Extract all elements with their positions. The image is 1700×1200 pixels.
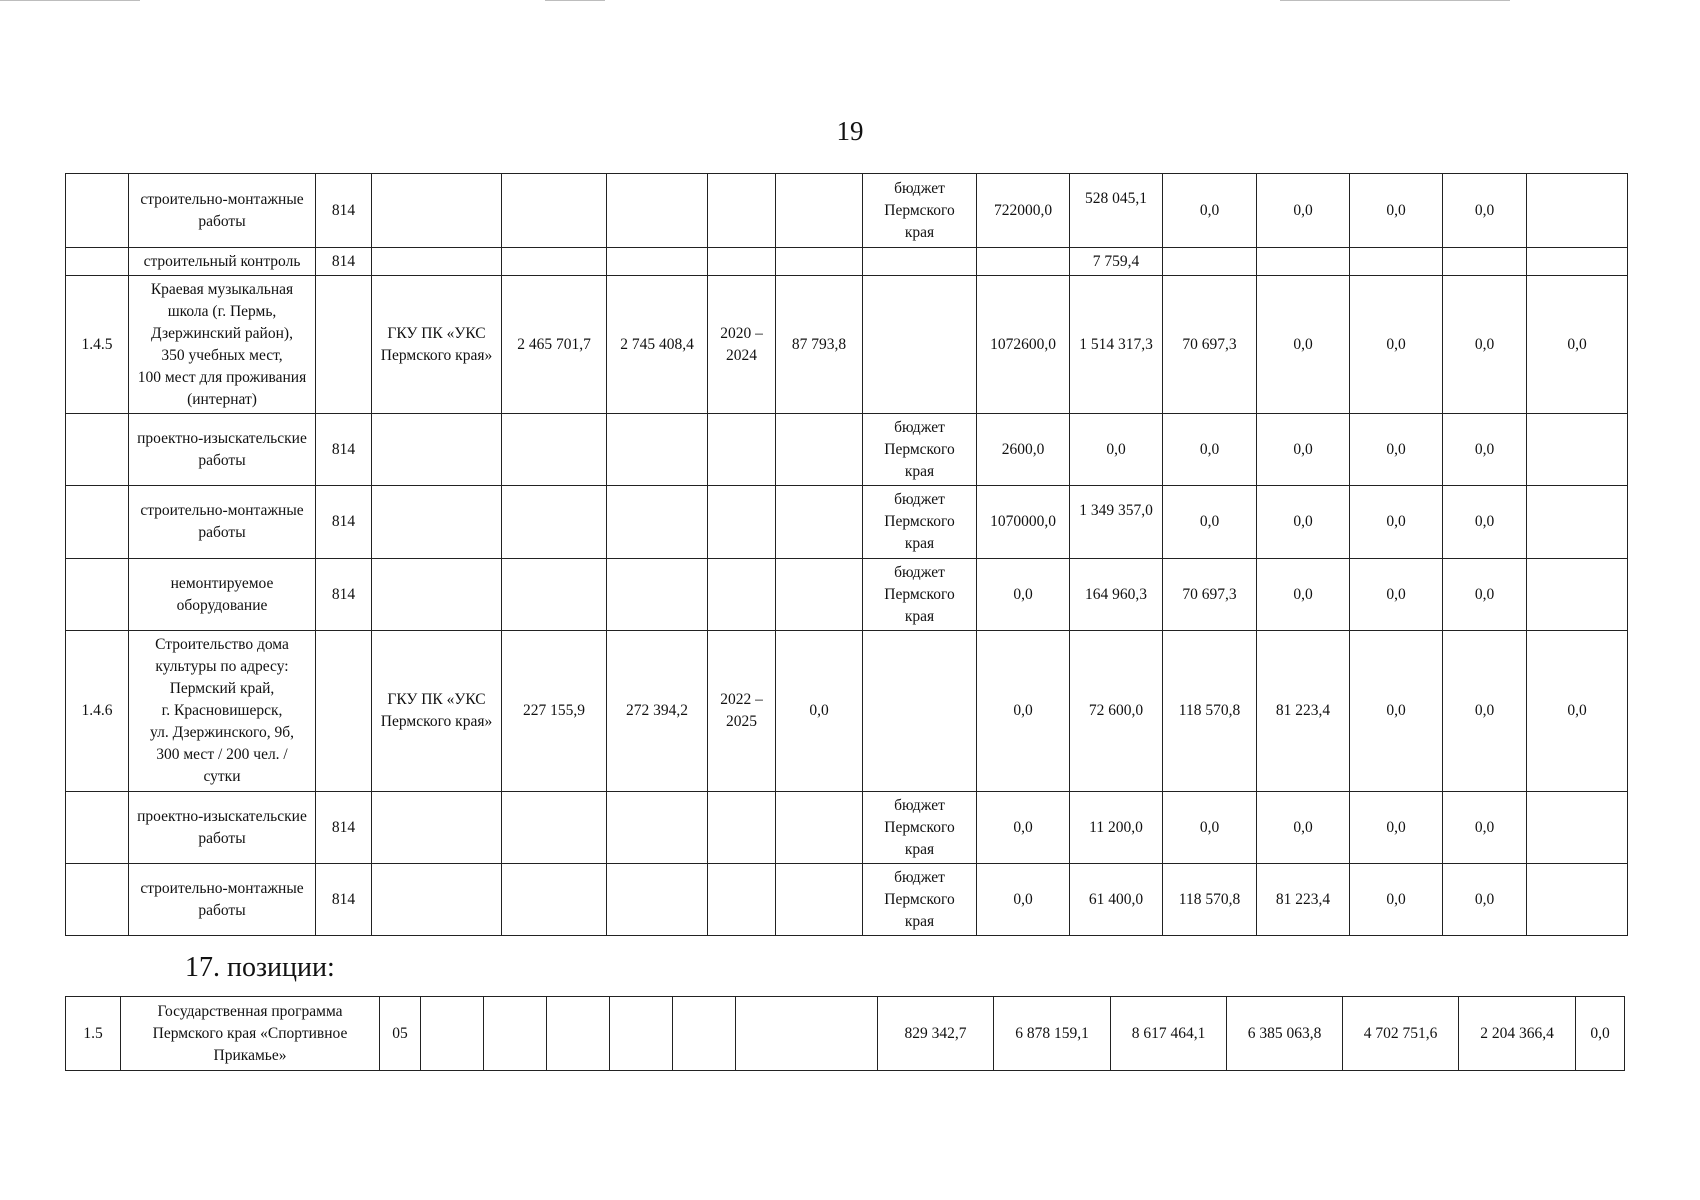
funding-source: бюджет Пермского края bbox=[863, 174, 977, 248]
year-value-2: 0,0 bbox=[1070, 414, 1163, 486]
period bbox=[708, 486, 776, 559]
total-cost-1 bbox=[502, 792, 607, 864]
total-cost-1: 227 155,9 bbox=[502, 631, 607, 792]
year-value-2: 6 878 159,1 bbox=[994, 997, 1111, 1071]
year-value-5: 4 702 751,6 bbox=[1343, 997, 1459, 1071]
year-value-1: 722000,0 bbox=[977, 174, 1070, 248]
year-value-4: 0,0 bbox=[1257, 414, 1350, 486]
year-value-4: 0,0 bbox=[1257, 174, 1350, 248]
year-value-1: 0,0 bbox=[977, 631, 1070, 792]
year-value-7 bbox=[1527, 414, 1628, 486]
budget-code: 814 bbox=[316, 486, 372, 559]
budget-code: 814 bbox=[316, 414, 372, 486]
year-value-1 bbox=[977, 248, 1070, 276]
row-number bbox=[66, 174, 129, 248]
row-name: проектно-изыскательские работы bbox=[129, 792, 316, 864]
row-name: Государственная программа Пермского края «Спортивное Прикамье» bbox=[121, 997, 380, 1071]
executor bbox=[372, 559, 502, 631]
year-value-3: 0,0 bbox=[1163, 486, 1257, 559]
row-number bbox=[66, 864, 129, 936]
total-cost-2 bbox=[607, 559, 708, 631]
executor bbox=[372, 248, 502, 276]
total-cost-1 bbox=[502, 559, 607, 631]
year-value-7: 0,0 bbox=[1576, 997, 1625, 1071]
row-name: строительно-монтажные работы bbox=[129, 864, 316, 936]
year-value-4: 6 385 063,8 bbox=[1227, 997, 1343, 1071]
table-row bbox=[66, 631, 1628, 792]
total-cost-2 bbox=[607, 486, 708, 559]
total-cost-1 bbox=[502, 248, 607, 276]
year-value-1: 0,0 bbox=[977, 792, 1070, 864]
year-value-5: 0,0 bbox=[1350, 559, 1443, 631]
empty-cell bbox=[484, 997, 547, 1071]
year-value-4: 81 223,4 bbox=[1257, 864, 1350, 936]
year-value-6: 0,0 bbox=[1443, 174, 1527, 248]
funding-source: бюджет Пермского края bbox=[863, 414, 977, 486]
scan-top-edge-line bbox=[545, 0, 605, 1]
year-value-2: 11 200,0 bbox=[1070, 792, 1163, 864]
budget-code: 814 bbox=[316, 864, 372, 936]
period bbox=[708, 414, 776, 486]
table-row bbox=[66, 414, 1628, 486]
row-number bbox=[66, 248, 129, 276]
scan-top-edge-line bbox=[0, 0, 140, 1]
year-value-6: 0,0 bbox=[1443, 276, 1527, 414]
year-value-1: 1070000,0 bbox=[977, 486, 1070, 559]
year-value-2: 72 600,0 bbox=[1070, 631, 1163, 792]
funding-source bbox=[863, 248, 977, 276]
year-value-4: 0,0 bbox=[1257, 559, 1350, 631]
prior-amount: 87 793,8 bbox=[776, 276, 863, 414]
executor bbox=[372, 864, 502, 936]
funding-source: бюджет Пермского края bbox=[863, 486, 977, 559]
year-value-2: 61 400,0 bbox=[1070, 864, 1163, 936]
table-row bbox=[66, 792, 1628, 864]
page-number: 19 bbox=[836, 116, 864, 146]
year-value-4 bbox=[1257, 248, 1350, 276]
year-value-7 bbox=[1527, 248, 1628, 276]
total-cost-1 bbox=[502, 414, 607, 486]
budget-code bbox=[316, 276, 372, 414]
funding-source: бюджет Пермского края bbox=[863, 792, 977, 864]
total-cost-1: 2 465 701,7 bbox=[502, 276, 607, 414]
row-number: 1.5 bbox=[66, 997, 121, 1071]
row-number bbox=[66, 559, 129, 631]
table-row bbox=[66, 276, 1628, 414]
positions-table bbox=[65, 996, 1625, 1071]
prior-amount bbox=[776, 792, 863, 864]
year-value-7 bbox=[1527, 559, 1628, 631]
row-number bbox=[66, 414, 129, 486]
year-value-7: 0,0 bbox=[1527, 276, 1628, 414]
row-number: 1.4.6 bbox=[66, 631, 129, 792]
year-value-6: 0,0 bbox=[1443, 486, 1527, 559]
table-row bbox=[66, 997, 1625, 1071]
row-name: строительно-монтажные работы bbox=[129, 174, 316, 248]
year-value-6: 0,0 bbox=[1443, 631, 1527, 792]
funding-source: бюджет Пермского края bbox=[863, 864, 977, 936]
total-cost-2: 2 745 408,4 bbox=[607, 276, 708, 414]
total-cost-2 bbox=[607, 864, 708, 936]
year-value-6 bbox=[1443, 248, 1527, 276]
year-value-3: 8 617 464,1 bbox=[1111, 997, 1227, 1071]
year-value-6: 0,0 bbox=[1443, 414, 1527, 486]
year-value-3: 0,0 bbox=[1163, 174, 1257, 248]
year-value-6: 0,0 bbox=[1443, 864, 1527, 936]
year-value-4: 0,0 bbox=[1257, 276, 1350, 414]
prior-amount bbox=[776, 486, 863, 559]
prior-amount bbox=[776, 414, 863, 486]
budget-code bbox=[316, 631, 372, 792]
table-row bbox=[66, 174, 1628, 248]
table-row bbox=[66, 559, 1628, 631]
period bbox=[708, 248, 776, 276]
year-value-1: 1072600,0 bbox=[977, 276, 1070, 414]
year-value-5: 0,0 bbox=[1350, 486, 1443, 559]
budget-code: 814 bbox=[316, 248, 372, 276]
year-value-6: 2 204 366,4 bbox=[1459, 997, 1576, 1071]
prior-amount bbox=[776, 864, 863, 936]
total-cost-1 bbox=[502, 174, 607, 248]
period: 2022 – 2025 bbox=[708, 631, 776, 792]
row-name: Строительство дома культуры по адресу: Пермский край, г. Красновишерск, ул. Дзержинского, 9б, 300 мест / 200 чел. / сутки bbox=[129, 631, 316, 792]
year-value-5: 0,0 bbox=[1350, 414, 1443, 486]
year-value-3: 70 697,3 bbox=[1163, 559, 1257, 631]
year-value-7 bbox=[1527, 174, 1628, 248]
budget-code: 814 bbox=[316, 559, 372, 631]
year-value-5: 0,0 bbox=[1350, 792, 1443, 864]
year-value-2: 528 045,1 bbox=[1070, 174, 1163, 248]
empty-cell bbox=[736, 997, 878, 1071]
year-value-4: 0,0 bbox=[1257, 792, 1350, 864]
executor: ГКУ ПК «УКС Пермского края» bbox=[372, 631, 502, 792]
table-row bbox=[66, 864, 1628, 936]
row-number bbox=[66, 486, 129, 559]
year-value-2: 164 960,3 bbox=[1070, 559, 1163, 631]
total-cost-2 bbox=[607, 414, 708, 486]
empty-cell bbox=[610, 997, 673, 1071]
year-value-7 bbox=[1527, 486, 1628, 559]
empty-cell bbox=[547, 997, 610, 1071]
empty-cell bbox=[421, 997, 484, 1071]
period bbox=[708, 174, 776, 248]
row-name: строительно-монтажные работы bbox=[129, 486, 316, 559]
period bbox=[708, 864, 776, 936]
year-value-7 bbox=[1527, 792, 1628, 864]
year-value-3: 0,0 bbox=[1163, 414, 1257, 486]
total-cost-2 bbox=[607, 248, 708, 276]
total-cost-2 bbox=[607, 174, 708, 248]
year-value-5: 0,0 bbox=[1350, 174, 1443, 248]
prior-amount bbox=[776, 559, 863, 631]
year-value-1: 0,0 bbox=[977, 559, 1070, 631]
prior-amount: 0,0 bbox=[776, 631, 863, 792]
row-name: проектно-изыскательские работы bbox=[129, 414, 316, 486]
table-row bbox=[66, 248, 1628, 276]
row-name: немонтируемое оборудование bbox=[129, 559, 316, 631]
year-value-5: 0,0 bbox=[1350, 276, 1443, 414]
empty-cell bbox=[673, 997, 736, 1071]
year-value-5: 0,0 bbox=[1350, 631, 1443, 792]
year-value-2: 7 759,4 bbox=[1070, 248, 1163, 276]
row-number: 1.4.5 bbox=[66, 276, 129, 414]
budget-code: 814 bbox=[316, 792, 372, 864]
year-value-1: 2600,0 bbox=[977, 414, 1070, 486]
total-cost-2 bbox=[607, 792, 708, 864]
period: 2020 – 2024 bbox=[708, 276, 776, 414]
year-value-5 bbox=[1350, 248, 1443, 276]
scan-top-edge-line bbox=[1280, 0, 1510, 1]
budget-code: 814 bbox=[316, 174, 372, 248]
year-value-3: 70 697,3 bbox=[1163, 276, 1257, 414]
row-name: строительный контроль bbox=[129, 248, 316, 276]
year-value-6: 0,0 bbox=[1443, 559, 1527, 631]
year-value-3: 0,0 bbox=[1163, 792, 1257, 864]
section-heading: 17. позиции: bbox=[185, 952, 335, 983]
budget-code: 05 bbox=[380, 997, 421, 1071]
executor: ГКУ ПК «УКС Пермского края» bbox=[372, 276, 502, 414]
year-value-7: 0,0 bbox=[1527, 631, 1628, 792]
prior-amount bbox=[776, 174, 863, 248]
year-value-3: 118 570,8 bbox=[1163, 631, 1257, 792]
executor bbox=[372, 486, 502, 559]
year-value-2: 1 514 317,3 bbox=[1070, 276, 1163, 414]
total-cost-1 bbox=[502, 486, 607, 559]
year-value-4: 81 223,4 bbox=[1257, 631, 1350, 792]
year-value-3 bbox=[1163, 248, 1257, 276]
year-value-7 bbox=[1527, 864, 1628, 936]
total-cost-2: 272 394,2 bbox=[607, 631, 708, 792]
executor bbox=[372, 174, 502, 248]
year-value-6: 0,0 bbox=[1443, 792, 1527, 864]
year-value-4: 0,0 bbox=[1257, 486, 1350, 559]
budget-table bbox=[65, 173, 1628, 936]
row-name: Краевая музыкальная школа (г. Пермь, Дзержинский район), 350 учебных мест, 100 мест для проживания (интернат) bbox=[129, 276, 316, 414]
year-value-3: 118 570,8 bbox=[1163, 864, 1257, 936]
period bbox=[708, 792, 776, 864]
funding-source bbox=[863, 276, 977, 414]
year-value-1: 0,0 bbox=[977, 864, 1070, 936]
period bbox=[708, 559, 776, 631]
funding-source bbox=[863, 631, 977, 792]
table-row bbox=[66, 486, 1628, 559]
funding-source: бюджет Пермского края bbox=[863, 559, 977, 631]
year-value-2: 1 349 357,0 bbox=[1070, 486, 1163, 559]
total-cost-1 bbox=[502, 864, 607, 936]
prior-amount bbox=[776, 248, 863, 276]
executor bbox=[372, 414, 502, 486]
year-value-1: 829 342,7 bbox=[878, 997, 994, 1071]
row-number bbox=[66, 792, 129, 864]
executor bbox=[372, 792, 502, 864]
year-value-5: 0,0 bbox=[1350, 864, 1443, 936]
